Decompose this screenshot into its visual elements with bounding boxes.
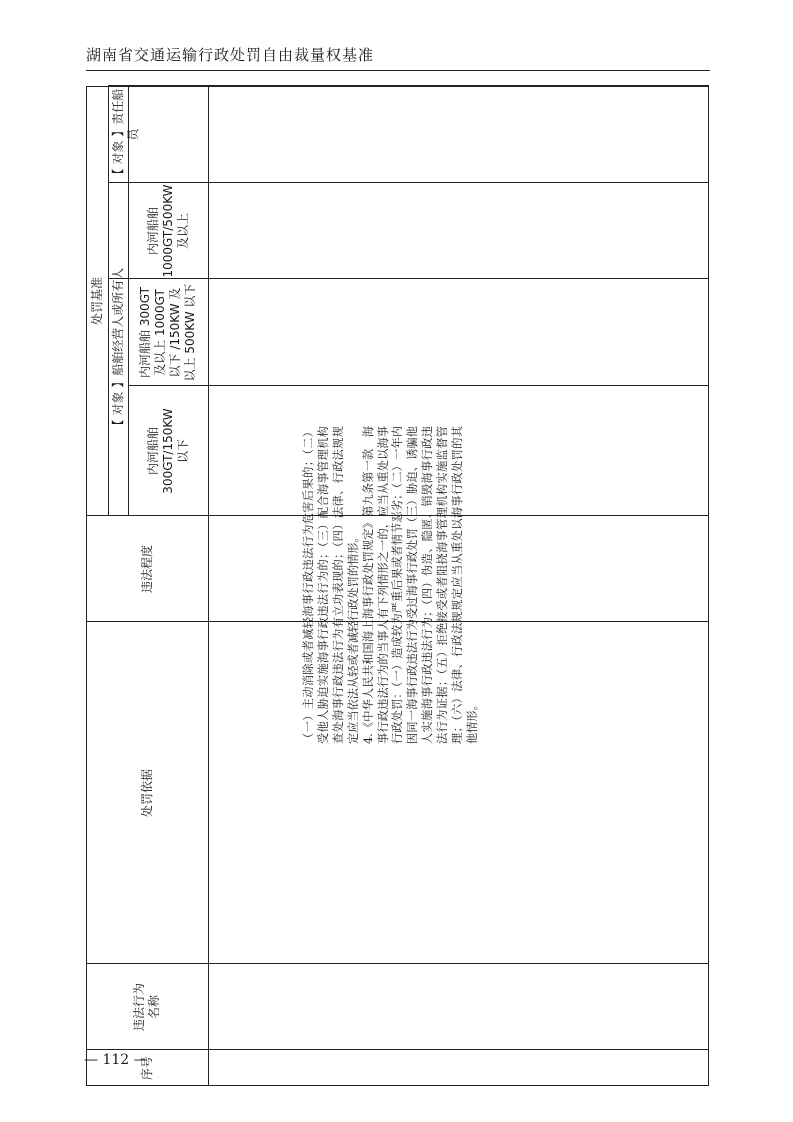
header-standard: 处罚基准 [89, 277, 104, 326]
page-number: — 112 — [84, 1052, 148, 1068]
col-divider [128, 385, 709, 386]
header-basis: 处罚依据 [139, 769, 154, 818]
header-object-owner: 【 对象 】船舶经营人或所有人 [110, 267, 125, 432]
header-rule [86, 70, 710, 71]
header-violation-name: 违法行为名称 [132, 983, 161, 1032]
header-degree: 违法程度 [139, 545, 154, 594]
header-object-crew: 【 对象 】责任船员 [111, 88, 140, 181]
basis-paragraph: （一）主动消除或者减轻海事行政违法行为危害后果的；（二）受他人胁迫实施海事行政违法行为的；（三）配合海事管理机构查处海事行政违法行为有立功表现的；（四）法律、行政法规规定应当依法从轻或者减轻行政处罚的情形。 [302, 426, 360, 744]
header-vessel-small: 内河船舶 300GT/150KW 以下 [145, 408, 190, 494]
header-vessel-medium: 内河船舶 300GT 及以上 1000GT 以下 /150KW 及以上 500KW 以下 [138, 283, 197, 382]
page-header: 湖南省交通运输行政处罚自由裁量权基准 [86, 46, 375, 64]
header-row-divider [208, 86, 209, 1086]
header-seq: 序号 [139, 1056, 154, 1081]
header-vessel-large: 内河船舶 1000GT/500KW 及以上 [145, 184, 190, 278]
basis-paragraph: 4.《中华人民共和国海上海事行政处罚规定》第九条第一款 海事行政违法行为的当事人有下列情形之一的，应当从重处以海事行政处罚：（一）造成较为严重后果或者情节恶劣；（二）一年内因同一海事行政违法行为受过海事行政处罚（三）胁迫、诱骗他人实施海事行政违法行为；（四）伪造、隐匿、销毁海事行政违法行为证据；（五）拒绝接受或者阻挠海事管理机构实施监督管理；（六）法律、行政法规规定应当从重处以海事行政处罚的其他情形。 [361, 426, 479, 744]
penalty-table [86, 86, 709, 1086]
